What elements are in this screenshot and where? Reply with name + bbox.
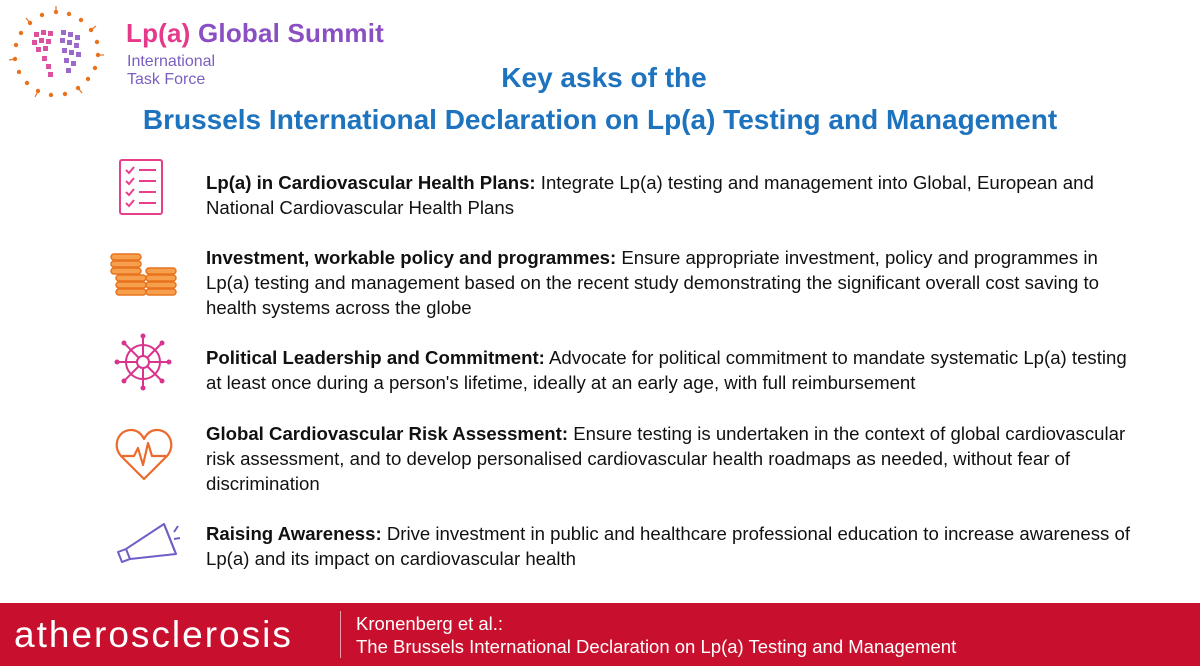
page-title-line1: Key asks of the [501, 62, 707, 93]
megaphone-icon [114, 518, 182, 566]
key-ask-text-1: Integrate Lp(a) testing and management into Global, European and National Cardiovascular Health Plans [206, 172, 1094, 218]
checklist-icon [118, 158, 164, 216]
footer-banner [0, 603, 1200, 666]
key-ask-text-2: Ensure appropriate investment, policy and programmes in Lp(a) testing and management based on the recent study demonstrating the significant overall cost saving to health systems across the globe [206, 247, 1100, 318]
logo-title: Lp(a) Global Summit [126, 18, 385, 48]
key-ask-text-4: Ensure testing is undertaken in the context of global cardiovascular risk assessment, and to develop personalised cardiovascular health roadmaps as needed, without fear of discrimination [206, 423, 1126, 494]
key-ask-heading-4: Global Cardiovascular Risk Assessment: [206, 423, 569, 444]
key-ask-heading-3: Political Leadership and Commitment: [206, 347, 545, 368]
citation [356, 612, 956, 658]
key-ask-text-3: Advocate for political commitment to mandate systematic Lp(a) testing at least once during a person's lifetime, ideally at an early age, with full reimbursement [206, 347, 1127, 393]
citation-authors: Kronenberg et al.: [356, 613, 504, 634]
key-ask-item-2 [206, 245, 1131, 320]
citation-title: The Brussels International Declaration on Lp(a) Testing and Management [356, 636, 957, 657]
key-ask-item-5 [206, 521, 1131, 571]
key-ask-item-4 [206, 421, 1131, 496]
coins-icon [108, 246, 180, 298]
key-ask-item-1 [206, 170, 1131, 220]
page-title-line2: Brussels International Declaration on Lp(a) Testing and Management [142, 104, 1058, 135]
key-ask-item-3 [206, 345, 1131, 395]
key-ask-heading-1: Lp(a) in Cardiovascular Health Plans: [206, 172, 536, 193]
journal-name: atherosclerosis [14, 614, 293, 655]
logo-subtitle-line2: Task Force [127, 71, 206, 88]
footer-divider [340, 611, 341, 658]
heart-pulse-icon [114, 425, 174, 483]
key-ask-text-5: Drive investment in public and healthcare professional education to increase awareness of Lp(a) and its impact on cardiovascular health [206, 523, 1130, 569]
logo-subtitle-line1: International [127, 53, 216, 70]
key-ask-heading-5: Raising Awareness: [206, 523, 382, 544]
ship-wheel-icon [114, 333, 172, 391]
key-ask-heading-2: Investment, workable policy and programmes: [206, 247, 617, 268]
